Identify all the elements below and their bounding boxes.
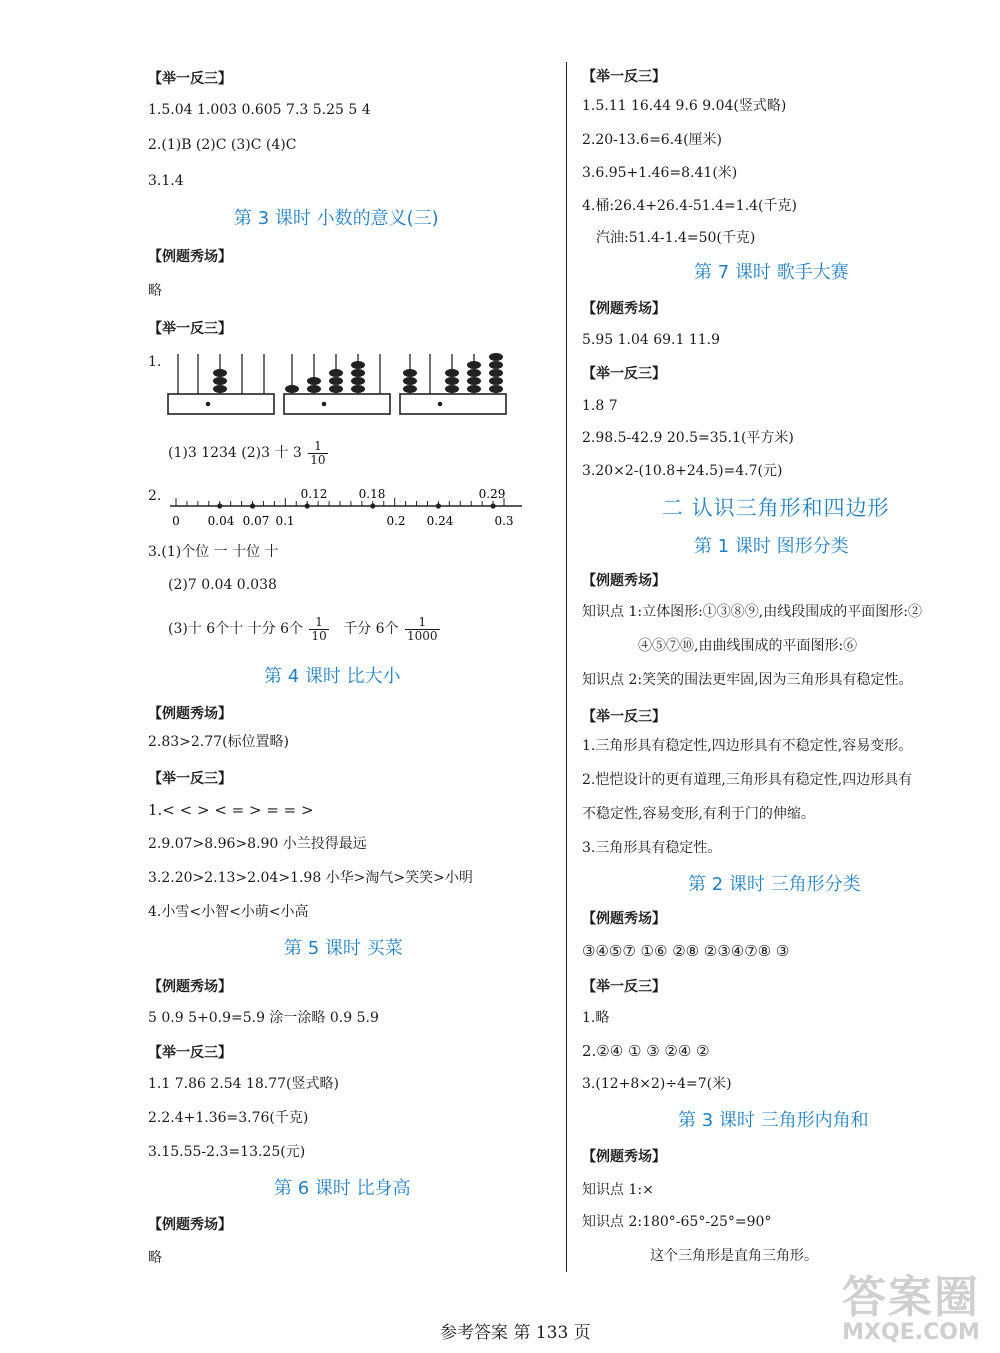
abacus-2 — [284, 354, 390, 414]
answer-line: 3.6.95+1.46=8.41(米) — [582, 165, 738, 181]
answer-line: 2.98.5-42.9 20.5=35.1(平方米) — [582, 430, 794, 446]
answer-line: 2.20-13.6=6.4(厘米) — [582, 132, 722, 148]
section-label: 【例题秀场】 — [582, 573, 666, 589]
answer-line: ④⑤⑦⑩,由曲线围成的平面图形:⑥ — [638, 638, 858, 654]
question-number: 1. — [148, 354, 162, 370]
lesson-title: 第 4 课时 比大小 — [264, 666, 401, 687]
answer-line: 3.(12+8×2)÷4=7(米) — [582, 1076, 732, 1092]
nl-label: 0 — [172, 514, 180, 528]
answer-line: 2.恺恺设计的更有道理,三角形具有稳定性,四边形具有 — [582, 772, 913, 788]
nl-point — [305, 503, 310, 508]
answer-line: 知识点 2:笑笑的围法更牢固,因为三角形具有稳定性。 — [582, 672, 913, 688]
answer-line: 略 — [148, 1250, 162, 1266]
answer-line: 2.(1)B (2)C (3)C (4)C — [148, 137, 297, 153]
nl-label: 0.1 — [275, 514, 295, 528]
abacus-3 — [400, 353, 506, 414]
nl-label: 0.2 — [386, 514, 406, 528]
lesson-title: 第 3 课时 三角形内角和 — [678, 1110, 869, 1131]
nl-label: 0.18 — [358, 487, 386, 501]
abacus-1 — [168, 354, 274, 414]
answer-line: 3.20×2-(10.8+24.5)=4.7(元) — [582, 463, 783, 479]
section-label: 【举一反三】 — [582, 979, 666, 995]
answer-line: 汽油:51.4-1.4=50(千克) — [596, 230, 756, 246]
section-label: 【举一反三】 — [148, 321, 232, 337]
lesson-title: 第 6 课时 比身高 — [274, 1178, 411, 1199]
watermark-logo: 答案圈 MXQE.COM — [842, 1272, 980, 1345]
answer-line: 知识点 1:立体图形:①③⑧⑨,由线段围成的平面图形:② — [582, 604, 922, 620]
lesson-title: 第 3 课时 小数的意义(三) — [234, 208, 439, 229]
fraction: $\frac{1}{1000}$ — [407, 614, 438, 643]
answer-line: 1.< < > < = > = = > — [148, 801, 314, 819]
question-number: 2. — [148, 488, 162, 504]
answer-line: 1.5.11 16.44 9.6 9.04(竖式略) — [582, 98, 787, 114]
answer-line: (3)十 6个十 十分 6个 $\frac{1}{10}$ 千分 6个 $\frac{1}{1000}$ — [168, 614, 438, 643]
answer-line: 这个三角形是直角三角形。 — [650, 1248, 818, 1264]
answer-line: 1.5.04 1.003 0.605 7.3 5.25 5 4 — [148, 102, 371, 118]
nl-label: 0.04 — [207, 514, 235, 528]
column-divider — [566, 62, 567, 1272]
section-label: 【例题秀场】 — [148, 706, 232, 722]
answer-line: 4.小雪<小智<小萌<小高 — [148, 904, 309, 920]
nl-point — [370, 503, 375, 508]
section-label: 【例题秀场】 — [582, 1149, 666, 1165]
nl-point — [490, 503, 495, 508]
section-label: 【举一反三】 — [148, 1045, 232, 1061]
nl-label: 0.07 — [242, 514, 270, 528]
nl-label: 0.29 — [478, 487, 506, 501]
answer-line: 知识点 1:× — [582, 1182, 654, 1198]
answer-line: 3.(1)个位 一 十位 十 — [148, 544, 279, 560]
answer-line: 3.三角形具有稳定性。 — [582, 840, 722, 856]
lesson-title: 第 7 课时 歌手大赛 — [694, 262, 849, 283]
answer-line: 3.15.55-2.3=13.25(元) — [148, 1144, 306, 1160]
section-label: 【举一反三】 — [148, 771, 232, 787]
nl-point — [217, 503, 222, 508]
answer-line: 5 0.9 5+0.9=5.9 涂一涂略 0.9 5.9 — [148, 1010, 379, 1026]
section-label: 【举一反三】 — [582, 366, 666, 382]
abacus-diagram — [166, 348, 538, 418]
section-label: 【举一反三】 — [582, 709, 666, 725]
answer-line: 2.2.4+1.36=3.76(千克) — [148, 1110, 309, 1126]
answer-line: 2.83>2.77(标位置略) — [148, 734, 289, 750]
nl-point — [250, 503, 255, 508]
nl-label: 0.24 — [426, 514, 454, 528]
section-label: 【例题秀场】 — [582, 911, 666, 927]
answer-line: 1.8 7 — [582, 398, 618, 414]
chapter-title: 二 认识三角形和四边形 — [662, 496, 890, 520]
answer-line: 不稳定性,容易变形,有利于门的伸缩。 — [582, 806, 815, 822]
fraction: $\frac{1}{10}$ — [311, 614, 327, 643]
nl-point — [436, 503, 441, 508]
answer-line: 5.95 1.04 69.1 11.9 — [582, 332, 721, 348]
nl-label: 0.3 — [494, 514, 514, 528]
answer-line: 1.1 7.86 2.54 18.77(竖式略) — [148, 1076, 339, 1092]
answer-line: 2.②④ ① ③ ②④ ② — [582, 1042, 710, 1060]
answer-line: (1)3 1234 (2)3 十 3 $\frac{1}{10}$ — [168, 438, 326, 467]
section-label: 【举一反三】 — [582, 69, 666, 85]
section-label: 【例题秀场】 — [148, 979, 232, 995]
number-line — [164, 484, 544, 530]
nl-label: 0.12 — [300, 487, 328, 501]
section-label: 【例题秀场】 — [148, 1217, 232, 1233]
section-label: 【例题秀场】 — [582, 301, 666, 317]
page-footer: 参考答案 第 133 页 — [440, 1323, 591, 1343]
answer-line: 略 — [148, 283, 162, 299]
answer-line: (2)7 0.04 0.038 — [168, 577, 277, 593]
answer-line: 4.桶:26.4+26.4-51.4=1.4(千克) — [582, 198, 797, 214]
lesson-title: 第 5 课时 买菜 — [284, 938, 403, 959]
answer-line: 3.2.20>2.13>2.04>1.98 小华>淘气>笑笑>小明 — [148, 870, 473, 886]
answer-line: 知识点 2:180°-65°-25°=90° — [582, 1214, 772, 1230]
lesson-title: 第 2 课时 三角形分类 — [688, 874, 861, 895]
answer-line: 3.1.4 — [148, 173, 184, 189]
fraction: $\frac{1}{10}$ — [310, 438, 326, 467]
answer-line: 2.9.07>8.96>8.90 小兰投得最远 — [148, 836, 367, 852]
section-label: 【例题秀场】 — [148, 249, 232, 265]
answer-line: 1.三角形具有稳定性,四边形具有不稳定性,容易变形。 — [582, 738, 913, 754]
lesson-title: 第 1 课时 图形分类 — [694, 536, 849, 557]
section-label: 【举一反三】 — [148, 71, 232, 87]
answer-line: 1.略 — [582, 1010, 610, 1026]
answer-line: ③④⑤⑦ ①⑥ ②⑧ ②③④⑦⑧ ③ — [582, 942, 790, 960]
